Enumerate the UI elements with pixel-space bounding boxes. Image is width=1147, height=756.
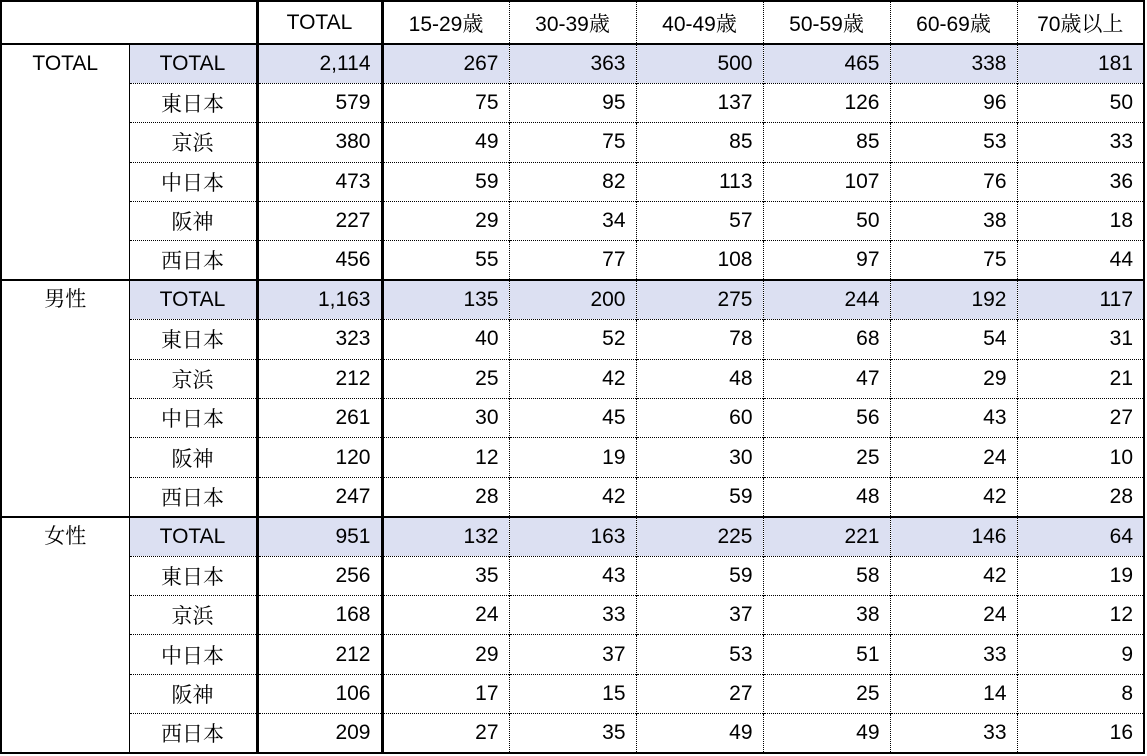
col-header: 70歳以上 — [1017, 1, 1144, 44]
value-cell: 68 — [763, 320, 890, 359]
value-cell: 106 — [257, 674, 382, 713]
value-cell: 29 — [382, 202, 509, 241]
value-cell: 18 — [1017, 202, 1144, 241]
col-header: 15-29歳 — [382, 1, 509, 44]
value-cell: 28 — [1017, 477, 1144, 516]
value-cell: 25 — [763, 674, 890, 713]
table-row — [1, 44, 1144, 83]
value-cell: 85 — [636, 123, 763, 162]
row-label-cell: 西日本 — [129, 714, 257, 753]
value-cell: 225 — [636, 517, 763, 556]
value-cell: 107 — [763, 162, 890, 201]
value-cell: 24 — [382, 595, 509, 634]
value-cell: 146 — [890, 517, 1017, 556]
value-cell: 35 — [509, 714, 636, 753]
table-row — [1, 399, 1144, 438]
value-cell: 34 — [509, 202, 636, 241]
value-cell: 113 — [636, 162, 763, 201]
value-cell: 33 — [509, 595, 636, 634]
value-cell: 56 — [763, 399, 890, 438]
value-cell: 27 — [382, 714, 509, 753]
row-label-cell: 中日本 — [129, 399, 257, 438]
value-cell: 200 — [509, 280, 636, 319]
table-row — [1, 674, 1144, 713]
value-cell: 97 — [763, 241, 890, 280]
value-cell: 85 — [763, 123, 890, 162]
value-cell: 14 — [890, 674, 1017, 713]
table-row — [1, 280, 1144, 319]
value-cell: 126 — [763, 83, 890, 122]
value-cell: 50 — [1017, 83, 1144, 122]
value-cell: 456 — [257, 241, 382, 280]
value-cell: 51 — [763, 635, 890, 674]
value-cell: 43 — [509, 556, 636, 595]
row-label-cell: 西日本 — [129, 241, 257, 280]
row-label-cell: 東日本 — [129, 556, 257, 595]
value-cell: 25 — [382, 359, 509, 398]
value-cell: 55 — [382, 241, 509, 280]
value-cell: 192 — [890, 280, 1017, 319]
value-cell: 45 — [509, 399, 636, 438]
value-cell: 35 — [382, 556, 509, 595]
value-cell: 132 — [382, 517, 509, 556]
value-cell: 24 — [890, 595, 1017, 634]
row-label-cell: TOTAL — [129, 280, 257, 319]
value-cell: 43 — [890, 399, 1017, 438]
value-cell: 1,163 — [257, 280, 382, 319]
table-row — [1, 438, 1144, 477]
value-cell: 27 — [636, 674, 763, 713]
value-cell: 163 — [509, 517, 636, 556]
value-cell: 75 — [890, 241, 1017, 280]
value-cell: 33 — [1017, 123, 1144, 162]
row-label-cell: 中日本 — [129, 162, 257, 201]
value-cell: 500 — [636, 44, 763, 83]
value-cell: 42 — [890, 477, 1017, 516]
row-label-cell: 西日本 — [129, 477, 257, 516]
row-label-cell: 阪神 — [129, 202, 257, 241]
value-cell: 48 — [763, 477, 890, 516]
value-cell: 25 — [763, 438, 890, 477]
col-header: 50-59歳 — [763, 1, 890, 44]
value-cell: 244 — [763, 280, 890, 319]
value-cell: 181 — [1017, 44, 1144, 83]
value-cell: 19 — [509, 438, 636, 477]
value-cell: 19 — [1017, 556, 1144, 595]
value-cell: 135 — [382, 280, 509, 319]
value-cell: 117 — [1017, 280, 1144, 319]
value-cell: 221 — [763, 517, 890, 556]
value-cell: 75 — [509, 123, 636, 162]
row-label-cell: 阪神 — [129, 438, 257, 477]
row-label-cell: 中日本 — [129, 635, 257, 674]
col-header: TOTAL — [257, 1, 382, 44]
value-cell: 37 — [509, 635, 636, 674]
value-cell: 363 — [509, 44, 636, 83]
value-cell: 108 — [636, 241, 763, 280]
value-cell: 49 — [382, 123, 509, 162]
row-label-cell: 東日本 — [129, 320, 257, 359]
group-label-cell: 男性 — [1, 280, 129, 516]
table-row — [1, 635, 1144, 674]
value-cell: 53 — [636, 635, 763, 674]
value-cell: 261 — [257, 399, 382, 438]
value-cell: 15 — [509, 674, 636, 713]
value-cell: 209 — [257, 714, 382, 753]
value-cell: 21 — [1017, 359, 1144, 398]
value-cell: 54 — [890, 320, 1017, 359]
value-cell: 323 — [257, 320, 382, 359]
value-cell: 42 — [890, 556, 1017, 595]
value-cell: 16 — [1017, 714, 1144, 753]
col-header: 60-69歳 — [890, 1, 1017, 44]
value-cell: 64 — [1017, 517, 1144, 556]
value-cell: 59 — [382, 162, 509, 201]
group-label-cell: TOTAL — [1, 44, 129, 280]
value-cell: 49 — [763, 714, 890, 753]
row-label-cell: 阪神 — [129, 674, 257, 713]
value-cell: 78 — [636, 320, 763, 359]
value-cell: 52 — [509, 320, 636, 359]
value-cell: 42 — [509, 477, 636, 516]
value-cell: 37 — [636, 595, 763, 634]
table-row — [1, 517, 1144, 556]
value-cell: 44 — [1017, 241, 1144, 280]
value-cell: 96 — [890, 83, 1017, 122]
value-cell: 27 — [1017, 399, 1144, 438]
value-cell: 77 — [509, 241, 636, 280]
value-cell: 29 — [890, 359, 1017, 398]
row-label-cell: TOTAL — [129, 517, 257, 556]
row-label-cell: TOTAL — [129, 44, 257, 83]
value-cell: 168 — [257, 595, 382, 634]
value-cell: 53 — [890, 123, 1017, 162]
value-cell: 33 — [890, 714, 1017, 753]
value-cell: 473 — [257, 162, 382, 201]
value-cell: 57 — [636, 202, 763, 241]
row-label-cell: 京浜 — [129, 595, 257, 634]
value-cell: 275 — [636, 280, 763, 319]
value-cell: 12 — [382, 438, 509, 477]
value-cell: 17 — [382, 674, 509, 713]
table-row — [1, 202, 1144, 241]
value-cell: 95 — [509, 83, 636, 122]
value-cell: 951 — [257, 517, 382, 556]
value-cell: 137 — [636, 83, 763, 122]
value-cell: 227 — [257, 202, 382, 241]
value-cell: 47 — [763, 359, 890, 398]
value-cell: 49 — [636, 714, 763, 753]
table-row — [1, 359, 1144, 398]
value-cell: 38 — [890, 202, 1017, 241]
value-cell: 2,114 — [257, 44, 382, 83]
row-label-cell: 京浜 — [129, 359, 257, 398]
value-cell: 30 — [382, 399, 509, 438]
table-row — [1, 477, 1144, 516]
value-cell: 212 — [257, 359, 382, 398]
value-cell: 33 — [890, 635, 1017, 674]
value-cell: 579 — [257, 83, 382, 122]
group-label-cell: 女性 — [1, 517, 129, 753]
value-cell: 76 — [890, 162, 1017, 201]
col-header: 30-39歳 — [509, 1, 636, 44]
value-cell: 256 — [257, 556, 382, 595]
value-cell: 30 — [636, 438, 763, 477]
value-cell: 10 — [1017, 438, 1144, 477]
value-cell: 380 — [257, 123, 382, 162]
value-cell: 212 — [257, 635, 382, 674]
value-cell: 58 — [763, 556, 890, 595]
value-cell: 12 — [1017, 595, 1144, 634]
value-cell: 24 — [890, 438, 1017, 477]
value-cell: 247 — [257, 477, 382, 516]
value-cell: 9 — [1017, 635, 1144, 674]
table-body — [1, 44, 1144, 753]
table-row — [1, 83, 1144, 122]
col-header: 40-49歳 — [636, 1, 763, 44]
corner-cell — [1, 1, 257, 44]
value-cell: 120 — [257, 438, 382, 477]
value-cell: 8 — [1017, 674, 1144, 713]
row-label-cell: 京浜 — [129, 123, 257, 162]
table-row — [1, 320, 1144, 359]
value-cell: 28 — [382, 477, 509, 516]
value-cell: 50 — [763, 202, 890, 241]
table-row — [1, 241, 1144, 280]
table-row — [1, 595, 1144, 634]
table-row — [1, 123, 1144, 162]
table-row — [1, 714, 1144, 753]
value-cell: 42 — [509, 359, 636, 398]
value-cell: 75 — [382, 83, 509, 122]
value-cell: 59 — [636, 477, 763, 516]
value-cell: 38 — [763, 595, 890, 634]
value-cell: 29 — [382, 635, 509, 674]
value-cell: 465 — [763, 44, 890, 83]
table-header — [1, 1, 1144, 44]
value-cell: 48 — [636, 359, 763, 398]
value-cell: 60 — [636, 399, 763, 438]
table-row — [1, 556, 1144, 595]
row-label-cell: 東日本 — [129, 83, 257, 122]
value-cell: 82 — [509, 162, 636, 201]
value-cell: 36 — [1017, 162, 1144, 201]
value-cell: 59 — [636, 556, 763, 595]
value-cell: 31 — [1017, 320, 1144, 359]
value-cell: 338 — [890, 44, 1017, 83]
value-cell: 267 — [382, 44, 509, 83]
value-cell: 40 — [382, 320, 509, 359]
table-row — [1, 162, 1144, 201]
